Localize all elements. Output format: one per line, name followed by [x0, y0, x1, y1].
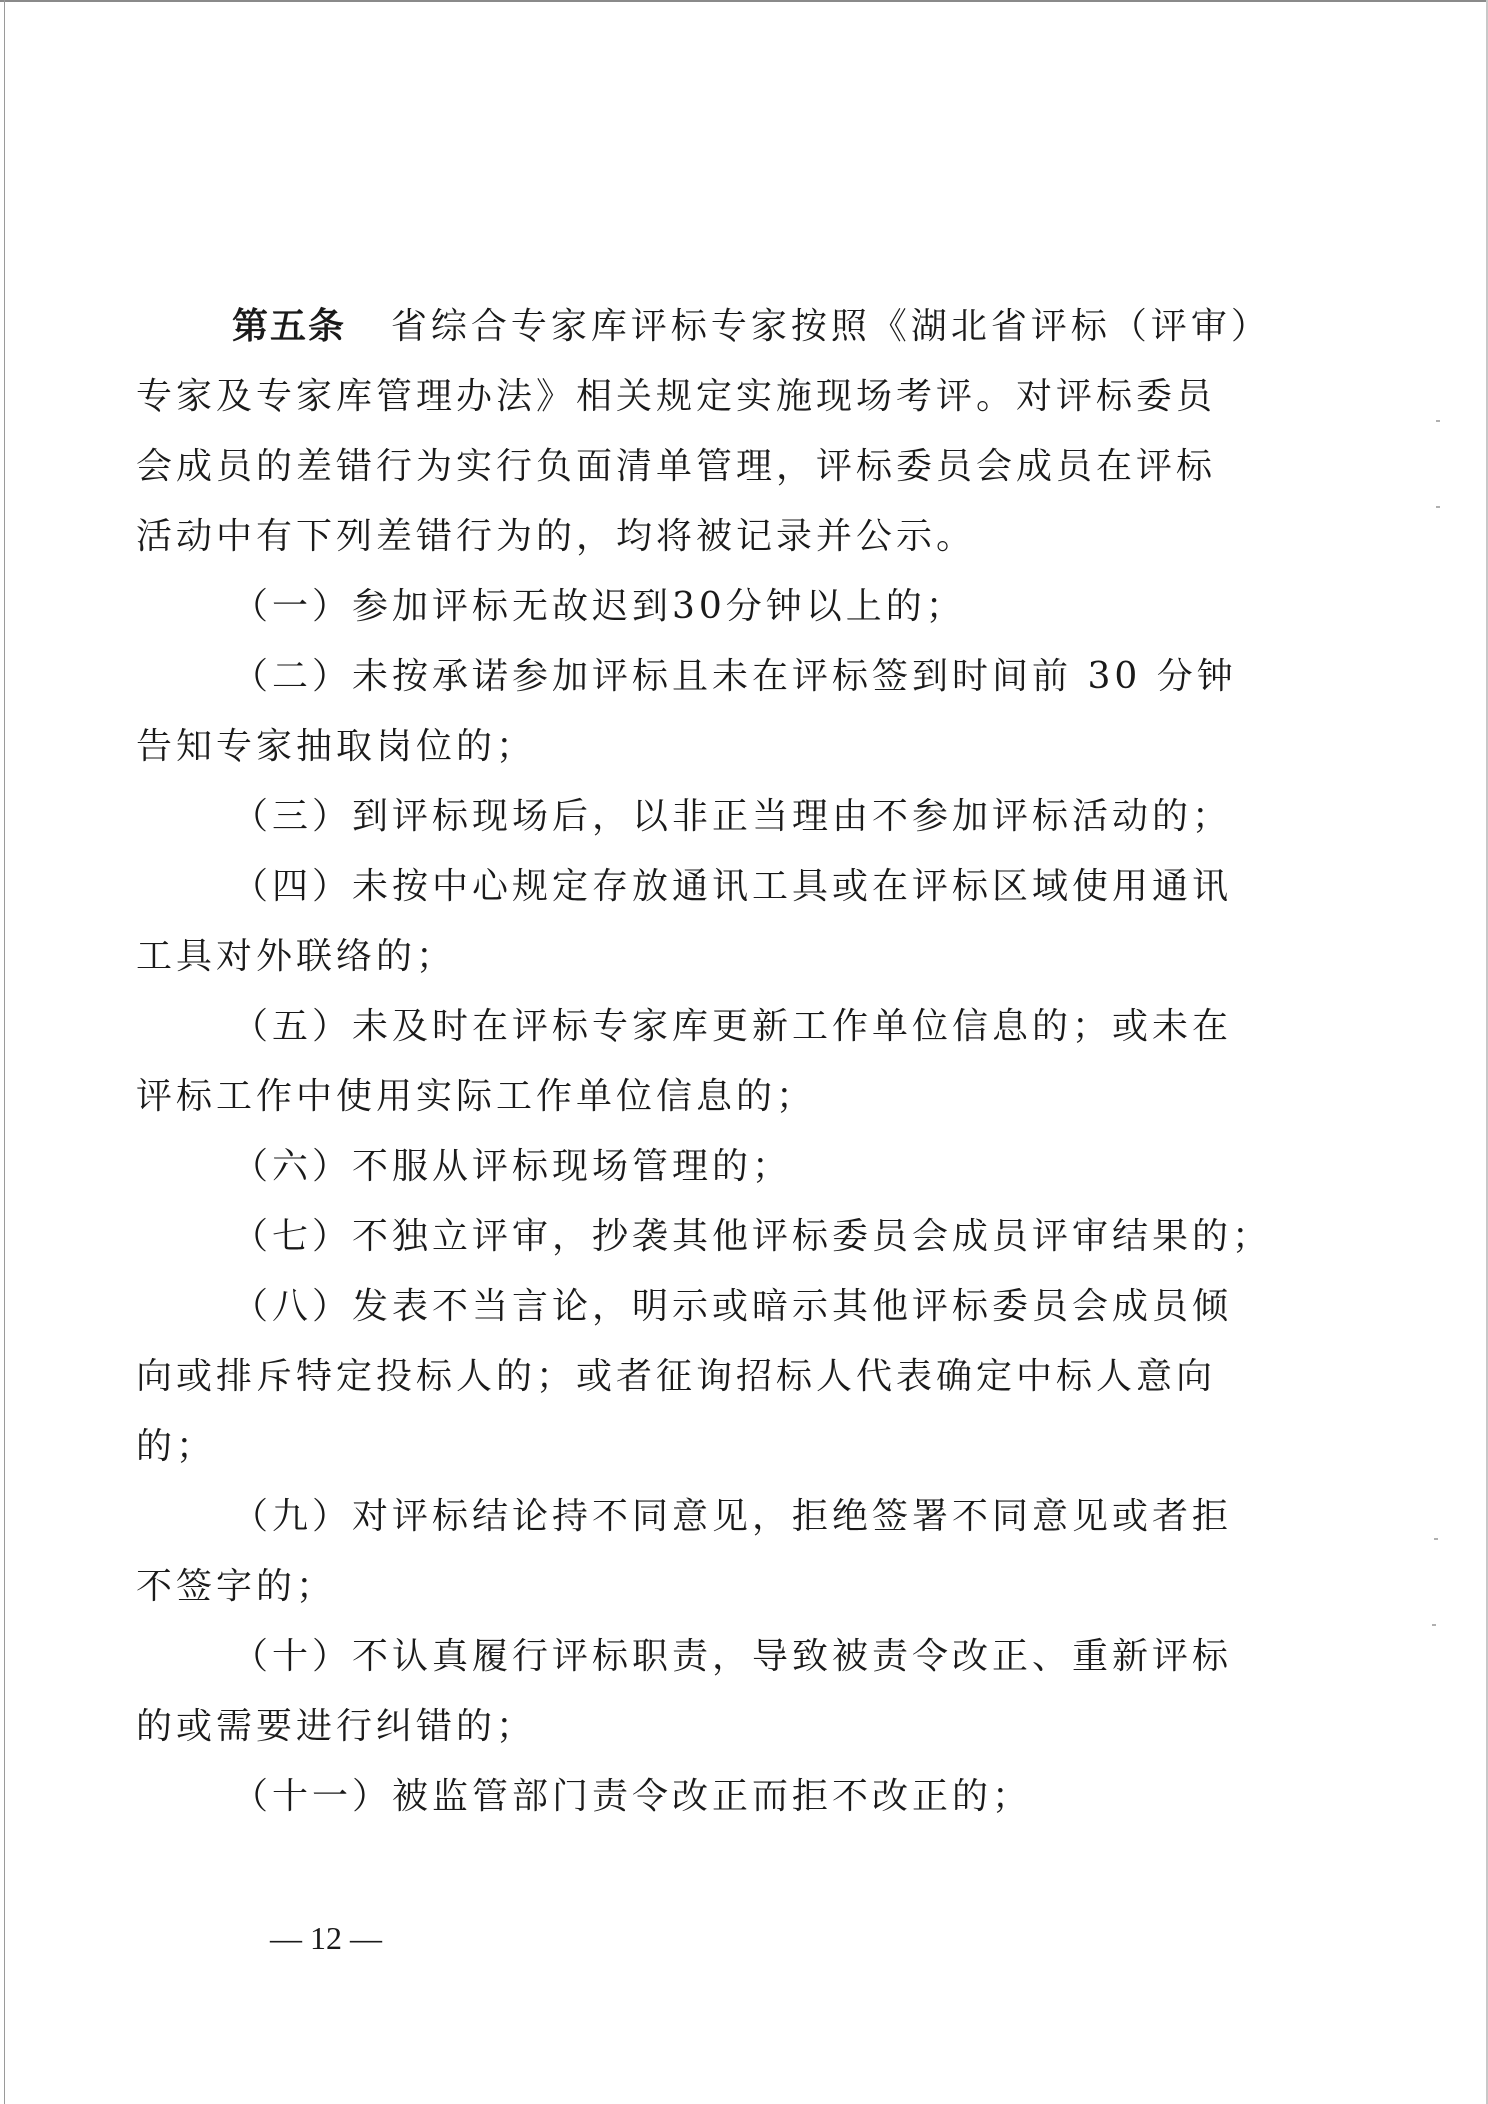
list-item-continuation-line: 工具对外联络的；: [136, 936, 457, 977]
list-item-first-line: （二）未按承诺参加评标且未在评标签到时间前 30 分钟: [232, 656, 1237, 697]
list-item-continuation-line: 不签字的；: [136, 1566, 337, 1607]
list-item-first-line: （三）到评标现场后，以非正当理由不参加评标活动的；: [232, 796, 1233, 837]
article-body: [136, 292, 1292, 1832]
list-item-first-line: （五）未及时在评标专家库更新工作单位信息的；或未在: [232, 1006, 1233, 1047]
list-item: [136, 852, 1292, 992]
list-item-continuation-line: 的；: [136, 1426, 217, 1467]
list-item: [136, 1272, 1292, 1482]
scan-speck: [1436, 506, 1440, 508]
article-first-line: [232, 292, 1292, 362]
list-item-first-line: （七）不独立评审，抄袭其他评标委员会成员评审结果的；: [232, 1216, 1273, 1257]
list-item: [232, 782, 1292, 852]
scan-edge-top: [0, 0, 1488, 2]
list-item-first-line: （六）不服从评标现场管理的；: [232, 1146, 793, 1187]
article-number: 第五条: [232, 306, 347, 347]
article-text: 省综合专家库评标专家按照《湖北省评标（评审）: [390, 306, 1271, 347]
list-item: [232, 1132, 1292, 1202]
list-item-first-line: （一）参加评标无故迟到30分钟以上的；: [232, 586, 966, 627]
list-item-first-line: （九）对评标结论持不同意见，拒绝签署不同意见或者拒: [232, 1496, 1233, 1537]
list-item-continuation-line: 的或需要进行纠错的；: [136, 1706, 537, 1747]
page-number: — 12 —: [270, 1920, 382, 1956]
list-item: [136, 1622, 1292, 1762]
list-item-continuation-line: 评标工作中使用实际工作单位信息的；: [136, 1076, 817, 1117]
list-item: [232, 572, 1292, 642]
scan-speck: [1434, 1538, 1438, 1540]
list-item: [232, 1762, 1292, 1832]
list-item: [136, 1482, 1292, 1622]
list-item-continuation-line: 告知专家抽取岗位的；: [136, 726, 537, 767]
list-item-first-line: （四）未按中心规定存放通讯工具或在评标区域使用通讯: [232, 866, 1233, 907]
list-item-first-line: （八）发表不当言论，明示或暗示其他评标委员会成员倾: [232, 1286, 1233, 1327]
article-continuation: [136, 362, 1292, 572]
article-line: 专家及专家库管理办法》相关规定实施现场考评。对评标委员: [136, 376, 1217, 417]
list-item-first-line: （十）不认真履行评标职责，导致被责令改正、重新评标: [232, 1636, 1233, 1677]
scan-edge-left: [4, 0, 5, 2104]
list-item-continuation-line: 向或排斥特定投标人的；或者征询招标人代表确定中标人意向: [136, 1356, 1217, 1397]
list-item: [136, 992, 1292, 1132]
scan-speck: [1436, 420, 1440, 422]
item-list: [136, 572, 1292, 1832]
list-item: [136, 642, 1292, 782]
list-item-first-line: （十一）被监管部门责令改正而拒不改正的；: [232, 1776, 1033, 1817]
list-item: [232, 1202, 1292, 1272]
article-line: 会成员的差错行为实行负面清单管理，评标委员会成员在评标: [136, 446, 1217, 487]
scan-speck: [1432, 1624, 1436, 1626]
article-line: 活动中有下列差错行为的，均将被记录并公示。: [136, 516, 977, 557]
